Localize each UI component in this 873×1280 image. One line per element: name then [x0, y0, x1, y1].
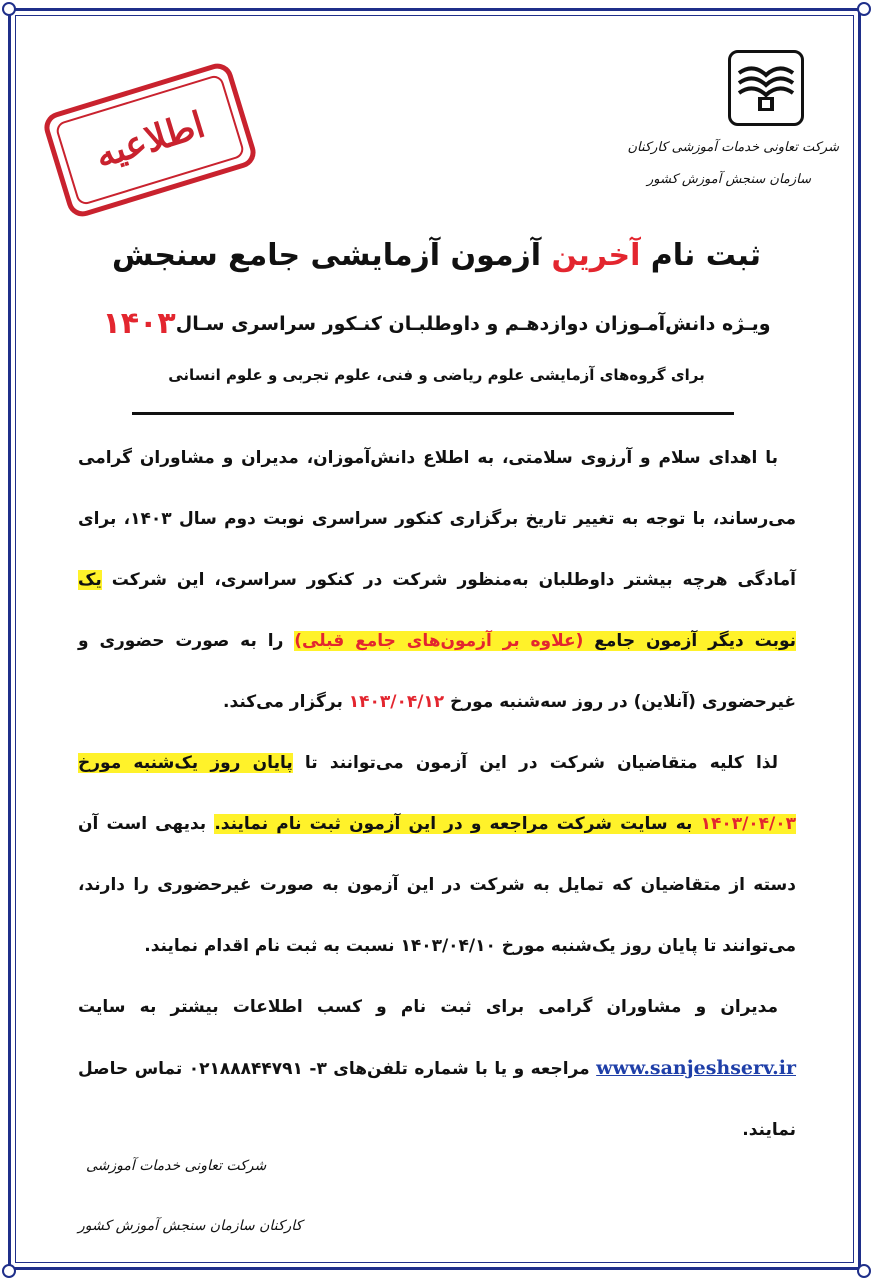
exam-groups: برای گروه‌های آزمایشی علوم ریاضی و فنی، علوم تجربی و علوم انسانی — [168, 366, 705, 384]
corner-ornament — [857, 2, 871, 16]
page-subtitle: ویـژه دانش‌آمـوزان دوازدهـم و داوطلبـان کنـکور سراسری سـال۱۴۰۳ — [102, 306, 771, 341]
organization-name-line1: شرکت تعاونی خدمات آموزشی کارکنان — [627, 140, 839, 155]
organization-name-line2: سازمان سنجش آموزش کشور — [647, 172, 811, 187]
website-link[interactable]: www.sanjeshserv.ir — [596, 1057, 796, 1079]
corner-ornament — [857, 1264, 871, 1278]
paragraph-2: لذا کلیه متقاضیان شرکت در این آزمون می‌توانند تا پایان روز یک‌شنبه مورخ ۱۴۰۳/۰۴/۰۳ به سایت شرکت مراجعه و در این آزمون ثبت نام نمایند. بدیهی است آن دسته از متقاضیان که تمایل به شرکت در این آزمون به صورت غیرحضوری را دارند، می‌توانند تا پایان روز یک‌شنبه مورخ ۱۴۰۳/۰۴/۱۰ نسبت به ثبت نام اقدام نمایند. — [78, 753, 796, 956]
corner-ornament — [2, 2, 16, 16]
stamp-text: اطلاعیه — [90, 103, 210, 177]
signature-line2: کارکنان سازمان سنجش آموزش کشور — [78, 1218, 303, 1234]
signature-line1: شرکت تعاونی خدمات آموزشی — [86, 1158, 267, 1174]
announcement-body — [78, 428, 796, 1161]
page-title: ثبت نام آخرین آزمون آزمایشی جامع سنجش — [111, 238, 762, 273]
paragraph-3: مدیران و مشاوران گرامی برای ثبت نام و کسب اطلاعات بیشتر به سایت www.sanjeshserv.ir مراجعه و یا با شماره تلفن‌های ۳- ۰۲۱۸۸۸۴۴۷۹۱ تماس حاصل نمایند. — [78, 997, 796, 1140]
divider — [132, 412, 734, 415]
corner-ornament — [2, 1264, 16, 1278]
title-highlight: آخرین — [551, 238, 641, 273]
paragraph-1: با اهدای سلام و آرزوی سلامتی، به اطلاع دانش‌آموزان، مدیران و مشاوران گرامی می‌رساند، با توجه به تغییر تاریخ برگزاری کنکور سراسری نوبت دوم سال ۱۴۰۳، برای آمادگی هرچه بیشتر داوطلبان به‌منظور شرکت در کنکور سراسری، این شرکت یک نوبت دیگر آزمون جامع (علاوه بر آزمون‌های جامع قبلی) را به صورت حضوری و غیرحضوری (آنلاین) در روز سه‌شنبه مورخ ۱۴۰۳/۰۴/۱۲ برگزار می‌کند. — [78, 448, 796, 712]
organization-logo-icon — [728, 50, 804, 126]
subtitle-year: ۱۴۰۳ — [102, 306, 176, 341]
